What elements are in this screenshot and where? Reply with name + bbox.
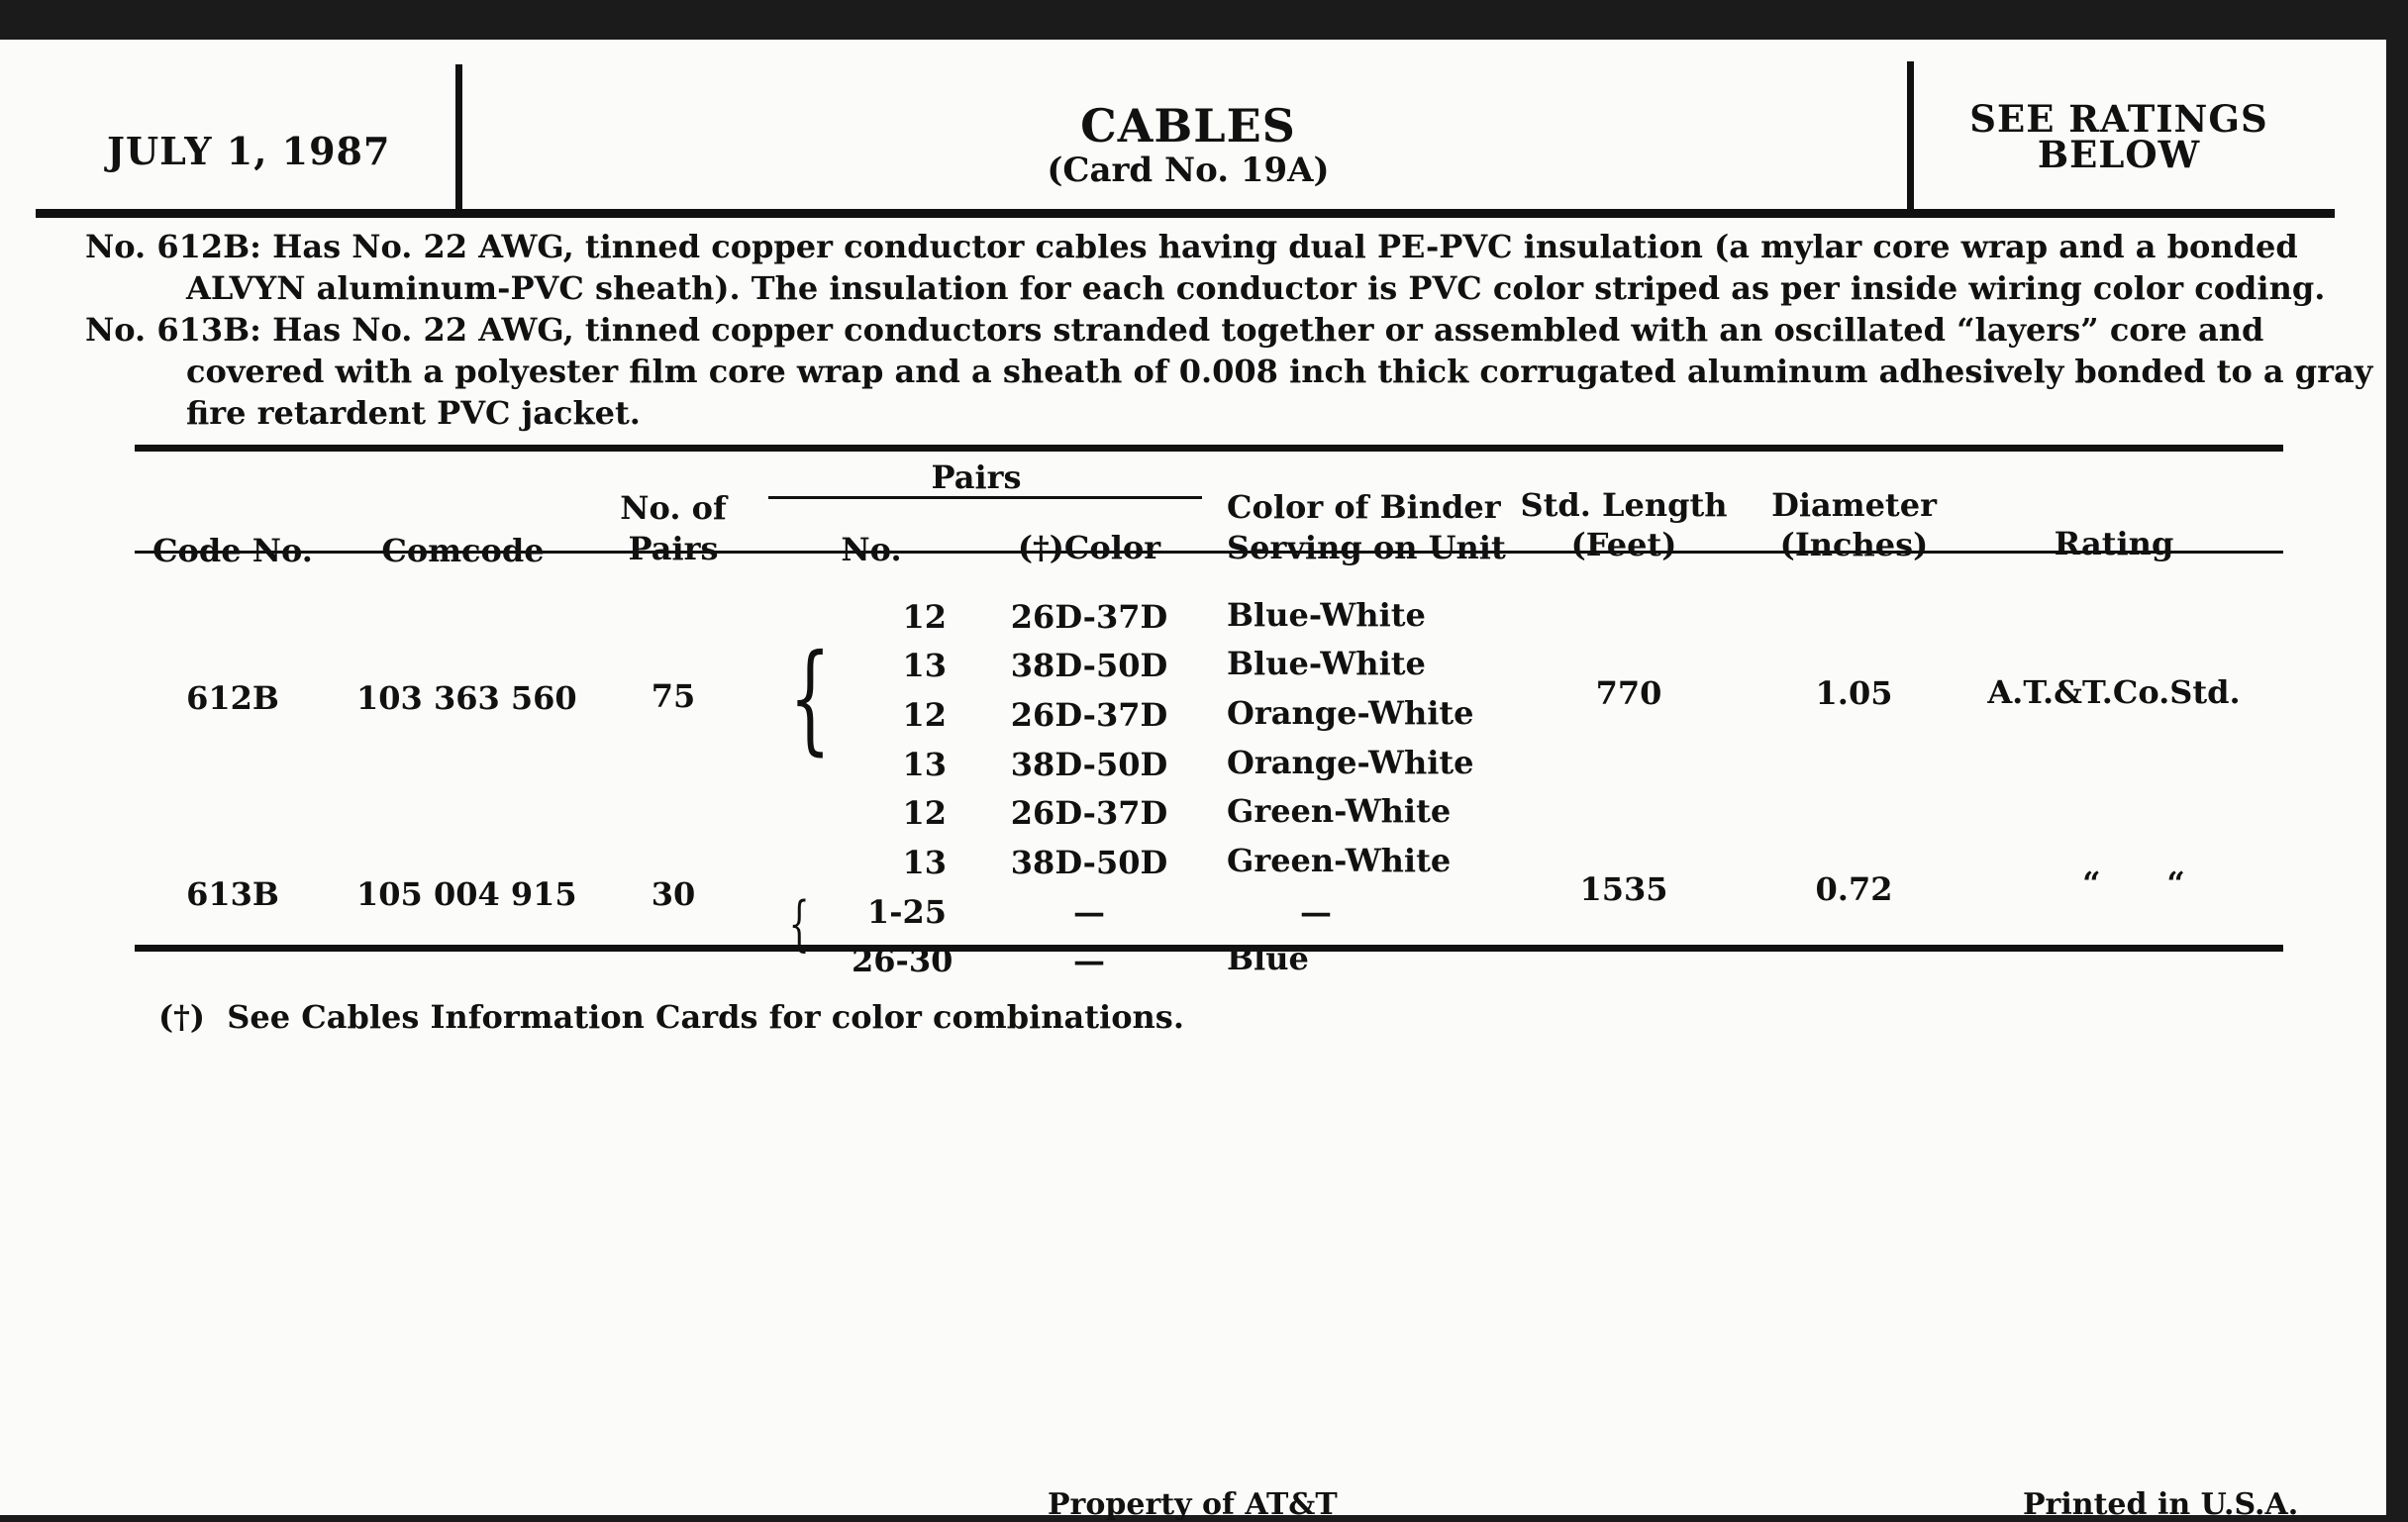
property-notice: Property of AT&T — [1048, 1487, 1338, 1522]
unit-color: 38D-50D — [1010, 844, 1168, 881]
header-binder-2: Serving on Unit — [1227, 529, 1506, 566]
unit-binder: Orange-White — [1227, 694, 1474, 732]
header-pairs-group: Pairs — [931, 458, 1022, 496]
cell-code-613b: 613B — [186, 875, 279, 913]
cell-code-612b: 612B — [186, 679, 279, 717]
description-613b: No. 613B: Has No. 22 AWG, tinned copper conductors stranded together or assembled with an oscillated “layers” core and covered with a polyester film core wrap and a sheath of 0.008 inch thick corrugated aluminum adhesively bonded to a gray fire retardent PVC jacket. — [85, 311, 2373, 432]
header-rating: Rating — [2054, 525, 2174, 562]
ratings-note-line1: SEE RATINGS — [1969, 97, 2268, 141]
card-number: (Card No. 19A) — [1047, 151, 1330, 190]
brace-612b: { — [789, 630, 832, 767]
unit-no: 1-25 — [866, 893, 947, 931]
unit-no: 12 — [902, 794, 947, 832]
header-diameter-2: (Inches) — [1779, 526, 1929, 563]
unit-binder: Green-White — [1227, 792, 1452, 830]
header-binder-1: Color of Binder — [1227, 488, 1501, 526]
unit-color: 26D-37D — [1010, 794, 1168, 832]
description-612b: No. 612B: Has No. 22 AWG, tinned copper conductor cables having dual PE-PVC insulation (a mylar core wrap and a bonded ALVYN aluminum-PVC sheath). The insulation for each conductor is PVC color striped as per inside wiring color coding. — [85, 228, 2326, 307]
unit-no: 12 — [902, 598, 947, 636]
header-no-of-pairs-1: No. of — [620, 489, 727, 527]
info-card — [0, 40, 2386, 1522]
printed-notice: Printed in U.S.A. — [2023, 1487, 2299, 1522]
unit-binder: Blue — [1227, 940, 1309, 977]
header-pairs-no: No. — [841, 531, 902, 568]
unit-color: 26D-37D — [1010, 598, 1168, 636]
cell-comcode-612b: 103 363 560 — [356, 679, 577, 717]
cell-pairs-612b: 75 — [651, 677, 696, 715]
table-bottom-rule — [135, 945, 2283, 952]
brace-613b: { — [788, 889, 810, 959]
table-footnote: (†) See Cables Information Cards for color combinations. — [158, 998, 1184, 1036]
unit-binder: — — [1300, 893, 1332, 931]
ratings-note — [1926, 97, 2312, 176]
unit-binder: Blue-White — [1227, 596, 1426, 634]
unit-no: 12 — [902, 696, 947, 734]
unit-no: 13 — [902, 746, 947, 783]
header-comcode: Comcode — [381, 532, 545, 569]
unit-color: 26D-37D — [1010, 696, 1168, 734]
header-length-2: (Feet) — [1570, 526, 1677, 563]
cell-comcode-613b: 105 004 915 — [356, 875, 577, 913]
card-title-block — [465, 101, 1911, 190]
header-length-1: Std. Length — [1520, 486, 1728, 524]
cell-rating-613b: “ “ — [2082, 864, 2185, 902]
unit-color: — — [1073, 893, 1105, 931]
unit-color: — — [1073, 942, 1105, 979]
unit-color: 38D-50D — [1010, 746, 1168, 783]
header-rule — [36, 209, 2335, 218]
ratings-note-line2: BELOW — [2037, 133, 2201, 176]
table-top-rule — [135, 445, 2283, 452]
unit-no: 13 — [902, 844, 947, 881]
unit-binder: Green-White — [1227, 842, 1452, 879]
unit-no: 26-30 — [852, 942, 953, 979]
header-pairs-color: (†)Color — [1017, 529, 1161, 566]
cell-length-613b: 1535 — [1579, 870, 1668, 908]
cell-length-612b: 770 — [1595, 674, 1662, 712]
header-diameter-1: Diameter — [1771, 486, 1937, 524]
cell-rating-612b: A.T.&T.Co.Std. — [1987, 673, 2241, 711]
unit-binder: Blue-White — [1227, 645, 1426, 682]
header-no-of-pairs-2: Pairs — [628, 530, 719, 567]
cell-diameter-613b: 0.72 — [1815, 870, 1893, 908]
cell-diameter-612b: 1.05 — [1815, 674, 1893, 712]
cell-pairs-613b: 30 — [651, 875, 696, 913]
unit-color: 38D-50D — [1010, 647, 1168, 684]
card-date: JULY 1, 1987 — [107, 129, 391, 173]
card-title: CABLES — [1080, 99, 1296, 152]
header-code-no: Code No. — [152, 532, 313, 569]
unit-no: 13 — [902, 647, 947, 684]
unit-binder: Orange-White — [1227, 744, 1474, 781]
header-divider-left — [455, 64, 462, 213]
